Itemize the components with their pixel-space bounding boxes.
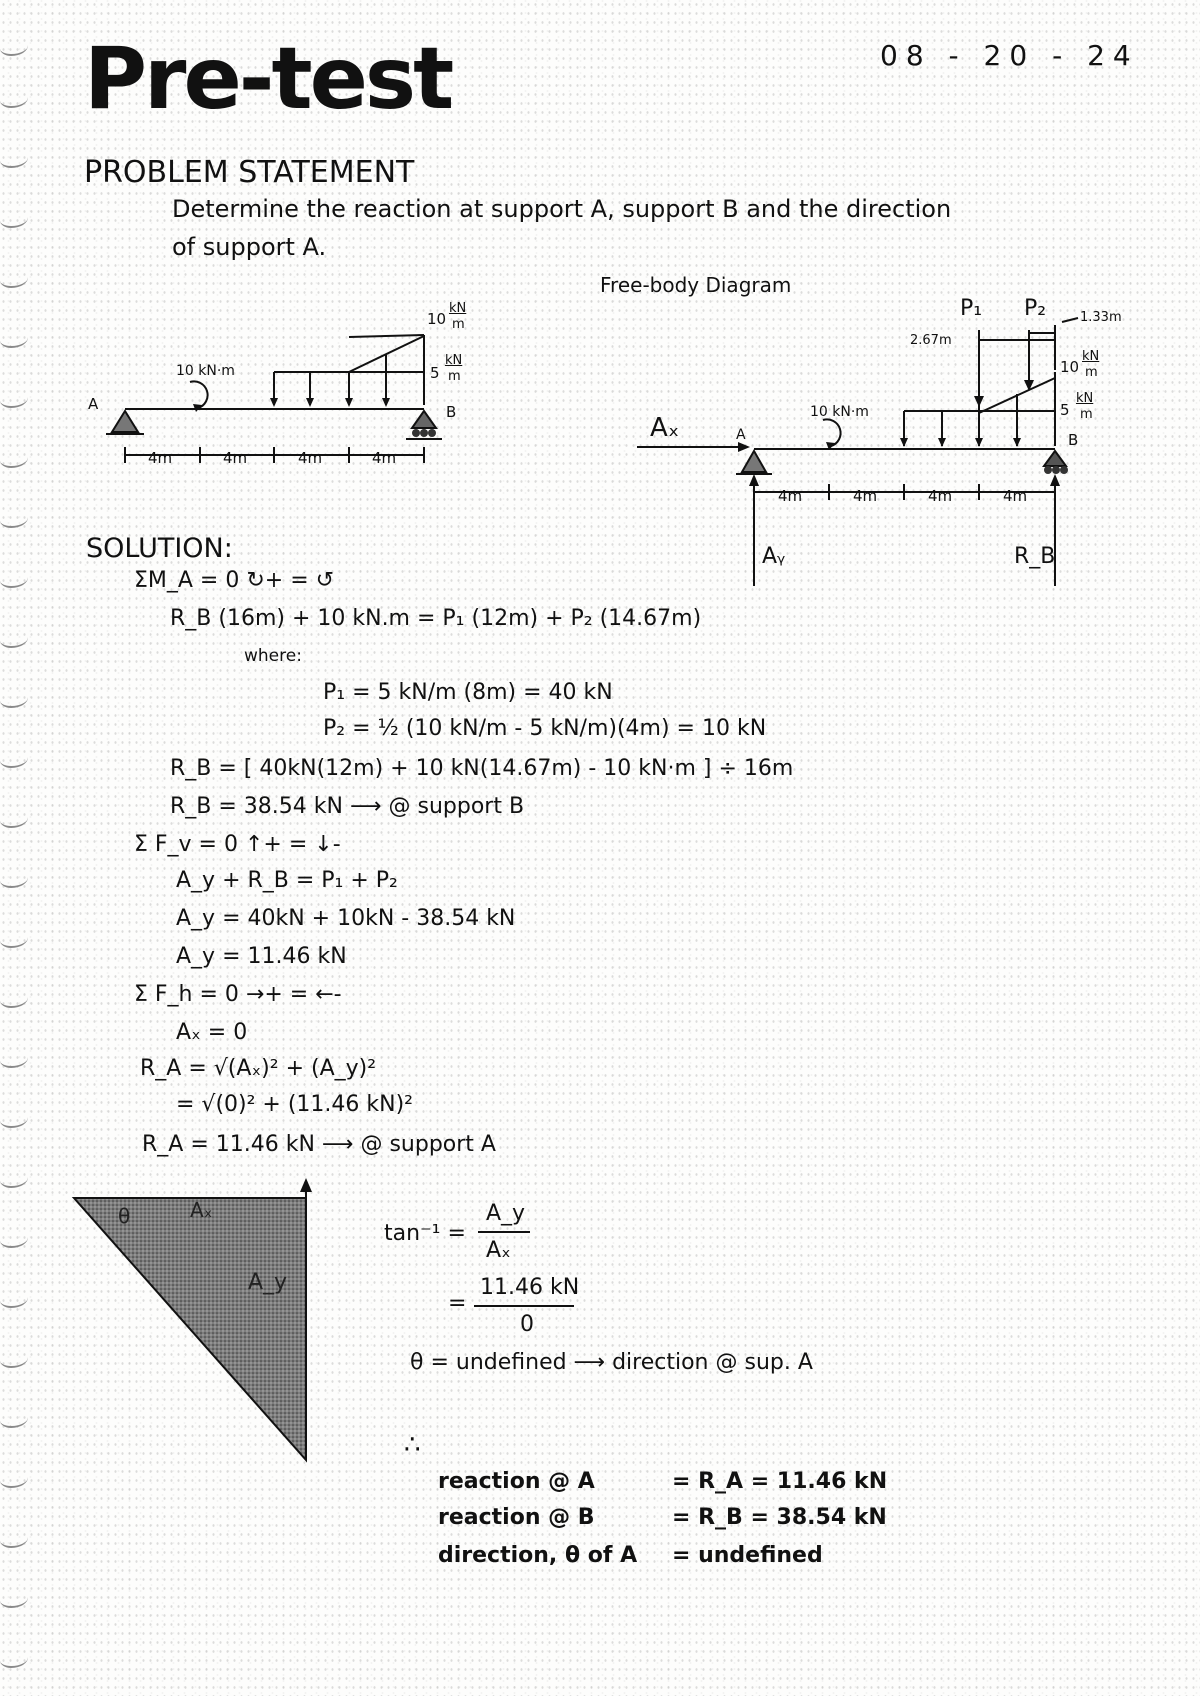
span-label: 4m	[223, 449, 248, 467]
fbd-span-label: 4m	[778, 487, 803, 505]
solution-line: Σ F_h = 0 →+ = ←-	[134, 982, 342, 1007]
fbd-support-b: B	[1068, 431, 1079, 449]
fbd-load-mid-value: 5	[1060, 401, 1070, 419]
solution-line: = √(0)² + (11.46 kN)²	[176, 1092, 414, 1117]
problem-line-2: of support A.	[172, 233, 327, 261]
equals-sign: =	[448, 1291, 467, 1316]
solution-line: R_B = 38.54 kN ⟶ @ support B	[170, 794, 525, 819]
triangle-side-label: A_y	[248, 1270, 288, 1295]
fbd-load-top-unit: kN	[1082, 349, 1100, 364]
solution-line: A_y = 11.46 kN	[176, 944, 347, 969]
load-top-value: 10	[427, 310, 447, 328]
conclusion-label: reaction @ A	[438, 1469, 595, 1494]
direction-denominator: Aₓ	[486, 1238, 511, 1263]
load-mid-den: m	[448, 369, 461, 384]
problem-line-1: Determine the reaction at support A, support B and the direction	[172, 195, 952, 223]
fbd-title: Free-body Diagram	[600, 273, 792, 297]
solution-line: Σ F_v = 0 ↑+ = ↓-	[134, 832, 341, 857]
conclusion-value: = R_B = 38.54 kN	[672, 1505, 887, 1530]
moment-label: 10 kN·m	[176, 363, 235, 379]
support-a-label: A	[88, 395, 99, 413]
solution-heading: SOLUTION:	[86, 533, 233, 564]
tan-inverse: tan⁻¹ =	[384, 1221, 466, 1246]
fbd-ay-label: Aᵧ	[762, 544, 786, 569]
fbd-load-mid-den: m	[1080, 407, 1093, 422]
solution-line: R_B = [ 40kN(12m) + 10 kN(14.67m) - 10 kN·m ] ÷ 16m	[170, 756, 794, 781]
direction-numerator: A_y	[486, 1201, 526, 1226]
solution-line: P₂ = ½ (10 kN/m - 5 kN/m)(4m) = 10 kN	[323, 716, 767, 741]
load-mid-value: 5	[430, 364, 440, 382]
solution-line: Aₓ = 0	[176, 1020, 248, 1045]
solution-line: P₁ = 5 kN/m (8m) = 40 kN	[323, 680, 613, 705]
fbd-p2-label: P₂	[1024, 296, 1047, 321]
load-top-den: m	[452, 317, 465, 332]
fraction-bar	[478, 1231, 530, 1233]
fbd-dist-p2: 1.33m	[1080, 310, 1122, 325]
solution-line: R_A = √(Aₓ)² + (A_y)²	[140, 1056, 377, 1081]
fraction-bar	[474, 1305, 574, 1307]
triangle-top-label: Aₓ	[190, 1198, 213, 1222]
fbd-span-label: 4m	[1003, 487, 1028, 505]
fbd-rb-label: R_B	[1014, 544, 1056, 569]
solution-line: A_y + R_B = P₁ + P₂	[176, 868, 398, 893]
conclusion-label: direction, θ of A	[438, 1543, 638, 1568]
solution-line: R_B (16m) + 10 kN.m = P₁ (12m) + P₂ (14.67m)	[170, 606, 702, 631]
solution-line: R_A = 11.46 kN ⟶ @ support A	[142, 1132, 496, 1157]
conclusion-value: = undefined	[672, 1543, 823, 1568]
page-title: Pre-test	[84, 29, 452, 129]
therefore-symbol: ∴	[404, 1430, 421, 1460]
direction-numerator-2: 11.46 kN	[480, 1275, 580, 1300]
fbd-load-top-value: 10	[1060, 358, 1080, 376]
fbd-span-label: 4m	[928, 487, 953, 505]
fbd-dist-p1: 2.67m	[910, 333, 952, 348]
load-mid-unit: kN	[445, 353, 463, 368]
conclusion-value: = R_A = 11.46 kN	[672, 1469, 888, 1494]
solution-line: where:	[244, 646, 302, 666]
span-label: 4m	[148, 449, 173, 467]
fbd-ax-label: Aₓ	[650, 413, 680, 443]
fbd-load-top-den: m	[1085, 365, 1098, 380]
fbd-p1-label: P₁	[960, 296, 983, 321]
date: 08 - 20 - 24	[880, 39, 1139, 72]
support-b-label: B	[446, 403, 457, 421]
direction-result: θ = undefined ⟶ direction @ sup. A	[410, 1350, 813, 1375]
fbd-support-a: A	[736, 427, 746, 443]
conclusion-label: reaction @ B	[438, 1505, 595, 1530]
span-label: 4m	[372, 449, 397, 467]
span-label: 4m	[298, 449, 323, 467]
triangle-theta-label: θ	[118, 1204, 131, 1228]
fbd-load-mid-unit: kN	[1076, 391, 1094, 406]
fbd-span-label: 4m	[853, 487, 878, 505]
direction-denominator-2: 0	[520, 1312, 534, 1337]
load-top-unit: kN	[449, 301, 467, 316]
fbd-moment-label: 10 kN·m	[810, 404, 869, 420]
solution-line: A_y = 40kN + 10kN - 38.54 kN	[176, 906, 516, 931]
solution-line: ΣM_A = 0 ↻+ = ↺	[134, 568, 335, 593]
problem-heading: PROBLEM STATEMENT	[84, 155, 415, 190]
